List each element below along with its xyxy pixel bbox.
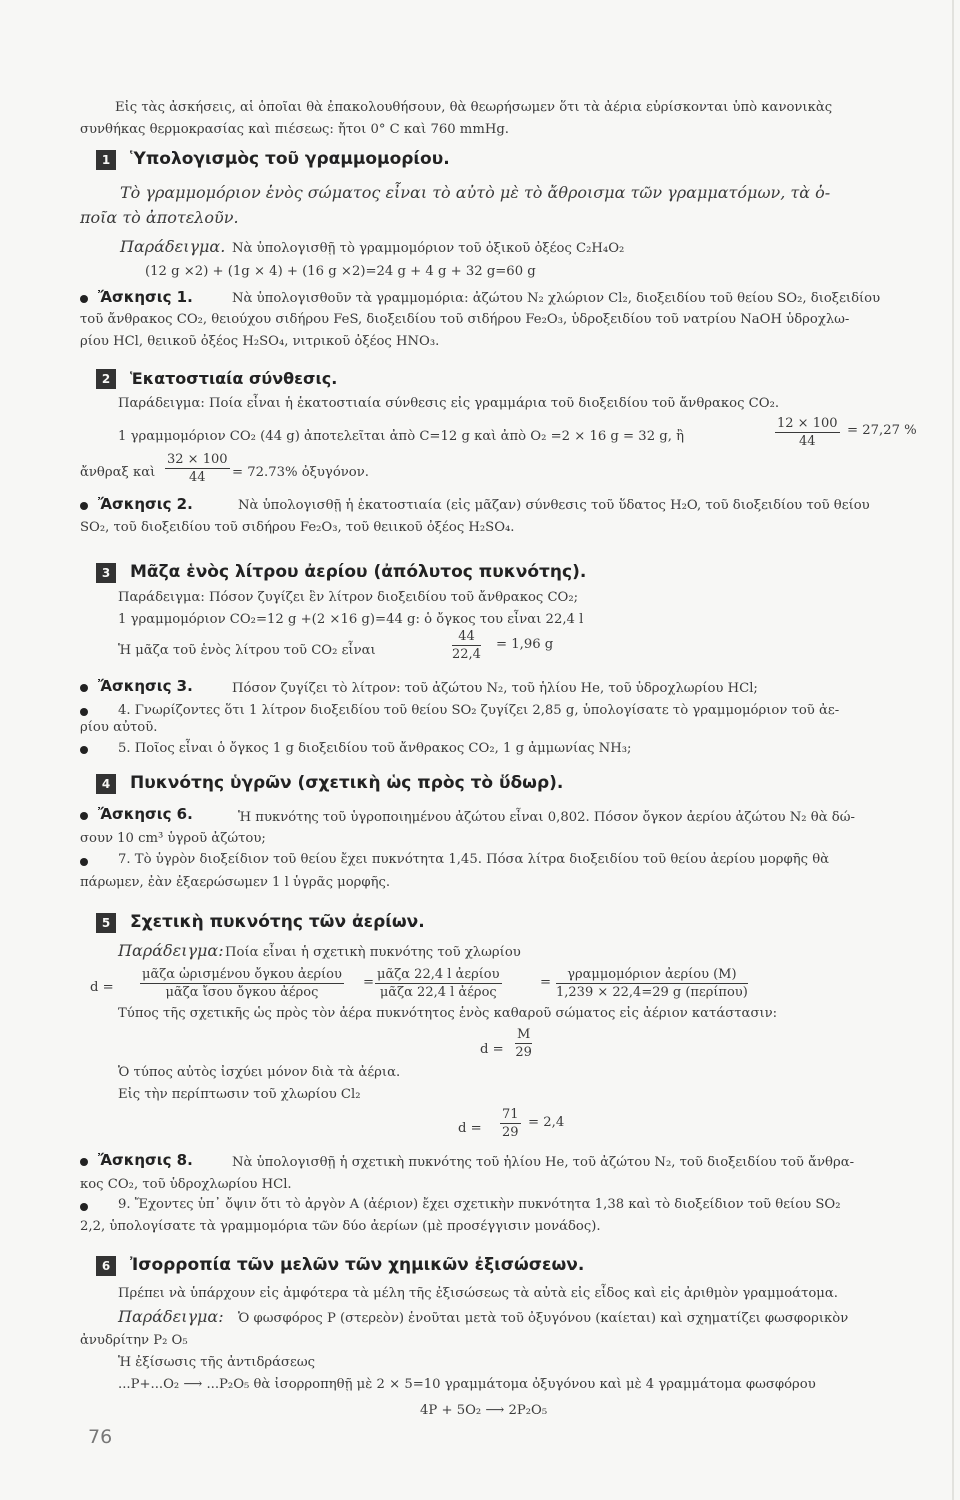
section-3-mole-line: 1 γραμμομόριον CO₂=12 g +(2 ×16 g)=44 g: ὁ ὄγκος του εἶναι 22,4 l bbox=[118, 612, 584, 627]
density-fraction-c bbox=[556, 967, 748, 1000]
fraction-numerator: 32 × 100 bbox=[167, 452, 228, 467]
exercise-1-line-3: ρίου HCl, θειικοῦ ὀξέος H₂SO₄, νιτρικοῦ ὀξέος HNO₃. bbox=[80, 334, 440, 349]
exercise-3-label: Ἄσκησις 3. bbox=[98, 677, 193, 695]
fraction-numerator: 44 bbox=[452, 629, 481, 646]
intro-line-2: συνθήκας θερμοκρασίας καὶ πιέσεως: ἤτοι 0° C καὶ 760 mmHg. bbox=[80, 122, 509, 137]
exercise-bullet bbox=[80, 708, 88, 716]
fraction-denominator: μᾶζα 22,4 l ἀέρος bbox=[379, 985, 497, 1000]
section-3-example: Παράδειγμα: Πόσον ζυγίζει ἓν λίτρον διοξειδίου τοῦ ἄνθρακος CO₂; bbox=[118, 590, 579, 605]
section-5-title: Σχετικὴ πυκνότης τῶν ἀερίων. bbox=[130, 912, 425, 932]
formula-type-line: Τύπος τῆς σχετικῆς ὡς πρὸς τὸν ἀέρα πυκνότητος ἑνὸς καθαροῦ σώματος εἰς ἀέριον κατάστασιν: bbox=[118, 1006, 778, 1021]
equation-intro: Ἡ ἐξίσωσις τῆς ἀντιδράσεως bbox=[118, 1355, 316, 1370]
carbon-percent-fraction bbox=[775, 416, 840, 449]
section-1-title: Ὑπολογισμὸς τοῦ γραμμομορίου. bbox=[130, 149, 450, 169]
section-1-calculation: (12 g ×2) + (1g × 4) + (16 g ×2)=24 g + 4 g + 32 g=60 g bbox=[145, 264, 536, 279]
fraction-denominator: 44 bbox=[798, 434, 816, 449]
exercise-3-text: Πόσον ζυγίζει τὸ λίτρον: τοῦ ἀζώτου N₂, τοῦ ἡλίου He, τοῦ ὑδροχλωρίου HCl; bbox=[232, 681, 758, 696]
chlorine-lhs: d = bbox=[458, 1121, 482, 1136]
exercise-1-line-1: Νὰ ὑπολογισθοῦν τὰ γραμμομόρια: ἀζώτου N₂ χλώριον Cl₂, διοξειδίου τοῦ θείου SO₂, διοξειδίου bbox=[232, 291, 881, 306]
exercise-2-label: Ἄσκησις 2. bbox=[98, 495, 193, 513]
equation-balancing-line: ...P+...O₂ ⟶ ...P₂O₅ θὰ ἰσορροπηθῇ μὲ 2 × 5=10 γραμμάτομα ὀξυγόνου καὶ μὲ 4 γραμμάτομα φωσφόρου bbox=[118, 1377, 816, 1392]
section-6-title: Ἰσορροπία τῶν μελῶν τῶν χημικῶν ἐξισώσεων. bbox=[130, 1255, 585, 1275]
section-1-definition-1: Τὸ γραμμομόριον ἑνὸς σώματος εἶναι τὸ αὐτὸ μὲ τὸ ἄθροισμα τῶν γραμματόμων, τὰ ὁ- bbox=[120, 183, 831, 202]
exercise-7-line-2: πάρωμεν, ἐὰν ἐξαερώσωμεν 1 l ὑγρᾶς μορφῆς. bbox=[80, 875, 391, 890]
exercise-bullet bbox=[80, 684, 88, 692]
balanced-equation: 4P + 5O₂ ⟶ 2P₂O₅ bbox=[420, 1403, 548, 1418]
fraction-numerator: M bbox=[517, 1027, 531, 1042]
fraction-denominator: 29 bbox=[515, 1045, 532, 1060]
exercise-bullet bbox=[80, 502, 88, 510]
exercise-8-line-1: Νὰ ὑπολογισθῇ ἡ σχετικὴ πυκνότης τοῦ ἡλίου He, τοῦ ἀζώτου N₂, τοῦ διοξειδίου τοῦ ἄνθρα- bbox=[232, 1155, 855, 1170]
exercise-1-label: Ἄσκησις 1. bbox=[98, 288, 193, 306]
exercise-5-text: 5. Ποῖος εἶναι ὁ ὄγκος 1 g διοξειδίου τοῦ ἄνθρακος CO₂, 1 g ἀμμωνίας NH₃; bbox=[118, 741, 632, 756]
fraction-numerator: 71 bbox=[502, 1107, 519, 1122]
exercise-9-line-1: 9. Ἔχοντες ὑπ᾿ ὄψιν ὅτι τὸ ἀργὸν A (ἀέριον) ἔχει σχετικὴν πυκνότητα 1,38 καὶ τὸ διοξείδιον τοῦ θείου SO₂ bbox=[118, 1197, 841, 1212]
carbon-percent-result: = 27,27 % bbox=[847, 423, 917, 438]
exercise-bullet bbox=[80, 1203, 88, 1211]
exercise-6-line-1: Ἡ πυκνότης τοῦ ὑγροποιημένου ἀζώτου εἶναι 0,802. Πόσον ὄγκον ἀερίου ἀζώτου N₂ θὰ δώ- bbox=[238, 810, 855, 825]
fraction-denominator: 22,4 bbox=[452, 647, 481, 662]
density-lhs: d = bbox=[90, 980, 114, 995]
section-1-number: 1 bbox=[96, 150, 116, 170]
fraction-denominator: 1,239 × 22,4=29 g (περίπου) bbox=[556, 985, 748, 1000]
fraction-numerator: μᾶζα ὡρισμένου ὄγκου ἀερίου bbox=[142, 967, 342, 982]
section-6-example-line-2: ἀνυδρίτην P₂ O₅ bbox=[80, 1333, 188, 1348]
exercise-7-line-1: 7. Τὸ ὑγρὸν διοξείδιον τοῦ θείου ἔχει πυκνότητα 1,45. Πόσα λίτρα διοξειδίου τοῦ θείου ἀερίου μορφῆς θὰ bbox=[118, 852, 830, 867]
exercise-1-line-2: τοῦ ἄνθρακος CO₂, θειούχου σιδήρου FeS, διοξειδίου τοῦ σιδήρου Fe₂O₃, ὑδροξειδίου τοῦ νατρίου NaOH ὑδροχλω- bbox=[80, 312, 850, 327]
density-fraction-b bbox=[375, 967, 502, 1000]
section-6-number: 6 bbox=[96, 1256, 116, 1276]
section-2-number: 2 bbox=[96, 369, 116, 389]
exercise-bullet bbox=[80, 1158, 88, 1166]
section-4-title: Πυκνότης ὑγρῶν (σχετικὴ ὡς πρὸς τὸ ὕδωρ). bbox=[130, 773, 564, 793]
carbon-label: ἄνθραξ καὶ bbox=[80, 465, 156, 480]
fraction-denominator: 29 bbox=[502, 1125, 519, 1140]
fraction-numerator: 12 × 100 bbox=[777, 416, 838, 431]
section-3-number: 3 bbox=[96, 563, 116, 583]
section-6-example-label: Παράδειγμα: bbox=[118, 1307, 224, 1326]
density-fraction-a bbox=[140, 967, 344, 1000]
oxygen-percent-result: = 72.73% ὀξυγόνον. bbox=[232, 465, 369, 480]
equals-sign: = bbox=[363, 975, 375, 990]
exercise-8-label: Ἄσκησις 8. bbox=[98, 1151, 193, 1169]
exercise-8-line-2: κος CO₂, τοῦ ὑδροχλωρίου HCl. bbox=[80, 1177, 292, 1192]
litre-mass-result: = 1,96 g bbox=[496, 637, 554, 652]
exercise-9-line-2: 2,2, ὑπολογίσατε τὰ γραμμομόρια τῶν δύο ἀερίων (μὲ προσέγγισιν μονάδος). bbox=[80, 1219, 601, 1234]
section-2-title: Ἑκατοστιαία σύνθεσις. bbox=[130, 369, 338, 388]
formula-lhs: d = bbox=[480, 1042, 504, 1057]
section-5-example-label: Παράδειγμα: bbox=[118, 941, 224, 960]
section-2-mole-line: 1 γραμμομόριον CO₂ (44 g) ἀποτελεῖται ἀπὸ C=12 g καὶ ἀπὸ O₂ =2 × 16 g = 32 g, ἢ bbox=[118, 429, 684, 444]
exercise-bullet bbox=[80, 858, 88, 866]
exercise-4-line-1: 4. Γνωρίζοντες ὅτι 1 λίτρον διοξειδίου τοῦ θείου SO₂ ζυγίζει 2,85 g, ὑπολογίσατε τὸ γραμμομόριον τοῦ ἀε- bbox=[118, 703, 840, 718]
page-edge bbox=[952, 0, 954, 1500]
formula-validity: Ὁ τύπος αὐτὸς ἰσχύει μόνον διὰ τὰ ἀέρια. bbox=[118, 1065, 401, 1080]
intro-line-1: Εἰς τὰς ἀσκήσεις, αἱ ὁποῖαι θὰ ἐπακολουθήσουν, θὰ θεωρήσωμεν ὅτι τὰ ἀέρια εὑρίσκονται ὑπὸ κανονικὰς bbox=[115, 100, 833, 115]
fraction-numerator: γραμμομόριον ἀερίου (M) bbox=[556, 967, 748, 984]
exercise-bullet bbox=[80, 746, 88, 754]
section-2-example: Παράδειγμα: Ποία εἶναι ἡ ἑκατοστιαία σύνθεσις εἰς γραμμάρια τοῦ διοξειδίου τοῦ ἄνθρακος CO₂. bbox=[118, 396, 780, 411]
exercise-4-line-2: ρίου αὐτοῦ. bbox=[80, 720, 158, 735]
fraction-denominator: 44 bbox=[188, 470, 206, 485]
fraction-denominator: μᾶζα ἴσου ὄγκου ἀέρος bbox=[165, 985, 319, 1000]
litre-mass-fraction bbox=[452, 629, 481, 662]
section-6-rule: Πρέπει νὰ ὑπάρχουν εἰς ἀμφότερα τὰ μέλη τῆς ἐξισώσεως τὰ αὐτὰ εἰς εἶδος καὶ εἰς ἀριθμὸν γραμμοάτομα. bbox=[118, 1286, 838, 1301]
exercise-bullet bbox=[80, 812, 88, 820]
section-3-title: Μᾶζα ἑνὸς λίτρου ἀερίου (ἀπόλυτος πυκνότης). bbox=[130, 562, 587, 582]
chlorine-fraction bbox=[500, 1107, 521, 1140]
section-3-mass-line: Ἡ μᾶζα τοῦ ἑνὸς λίτρου τοῦ CO₂ εἶναι bbox=[118, 643, 376, 658]
section-4-number: 4 bbox=[96, 774, 116, 794]
exercise-2-line-2: SO₂, τοῦ διοξειδίου τοῦ σιδήρου Fe₂O₃, τοῦ θειικοῦ ὀξέος H₂SO₄. bbox=[80, 520, 515, 535]
section-1-definition-2: ποῖα τὸ ἀποτελοῦν. bbox=[80, 208, 239, 227]
chlorine-result: = 2,4 bbox=[528, 1115, 565, 1130]
fraction-numerator: μᾶζα 22,4 l ἀερίου bbox=[377, 967, 500, 982]
chlorine-case: Εἰς τὴν περίπτωσιν τοῦ χλωρίου Cl₂ bbox=[118, 1087, 361, 1102]
section-5-number: 5 bbox=[96, 913, 116, 933]
exercise-bullet bbox=[80, 295, 88, 303]
section-6-example-text: Ὁ φωσφόρος P (στερεὸν) ἑνοῦται μετὰ τοῦ ὀξυγόνου (καίεται) καὶ σχηματίζει φωσφορικὸν bbox=[238, 1311, 849, 1326]
page-number: 76 bbox=[88, 1426, 113, 1448]
formula-fraction bbox=[515, 1027, 532, 1060]
exercise-6-label: Ἄσκησις 6. bbox=[98, 805, 193, 823]
section-1-example-text: Νὰ ὑπολογισθῇ τὸ γραμμομόριον τοῦ ὀξικοῦ ὀξέος C₂H₄O₂ bbox=[232, 241, 625, 256]
exercise-2-line-1: Νὰ ὑπολογισθῇ ἡ ἑκατοστιαία (εἰς μᾶζαν) σύνθεσις τοῦ ὕδατος H₂O, τοῦ διοξειδίου τοῦ θείου bbox=[238, 498, 870, 513]
section-1-example-label: Παράδειγμα. bbox=[120, 237, 226, 256]
section-5-example-text: Ποία εἶναι ἡ σχετικὴ πυκνότης τοῦ χλωρίου bbox=[225, 945, 521, 960]
equals-sign: = bbox=[540, 975, 552, 990]
oxygen-percent-fraction bbox=[165, 452, 230, 485]
exercise-6-line-2: σουν 10 cm³ ὑγροῦ ἀζώτου; bbox=[80, 831, 266, 846]
